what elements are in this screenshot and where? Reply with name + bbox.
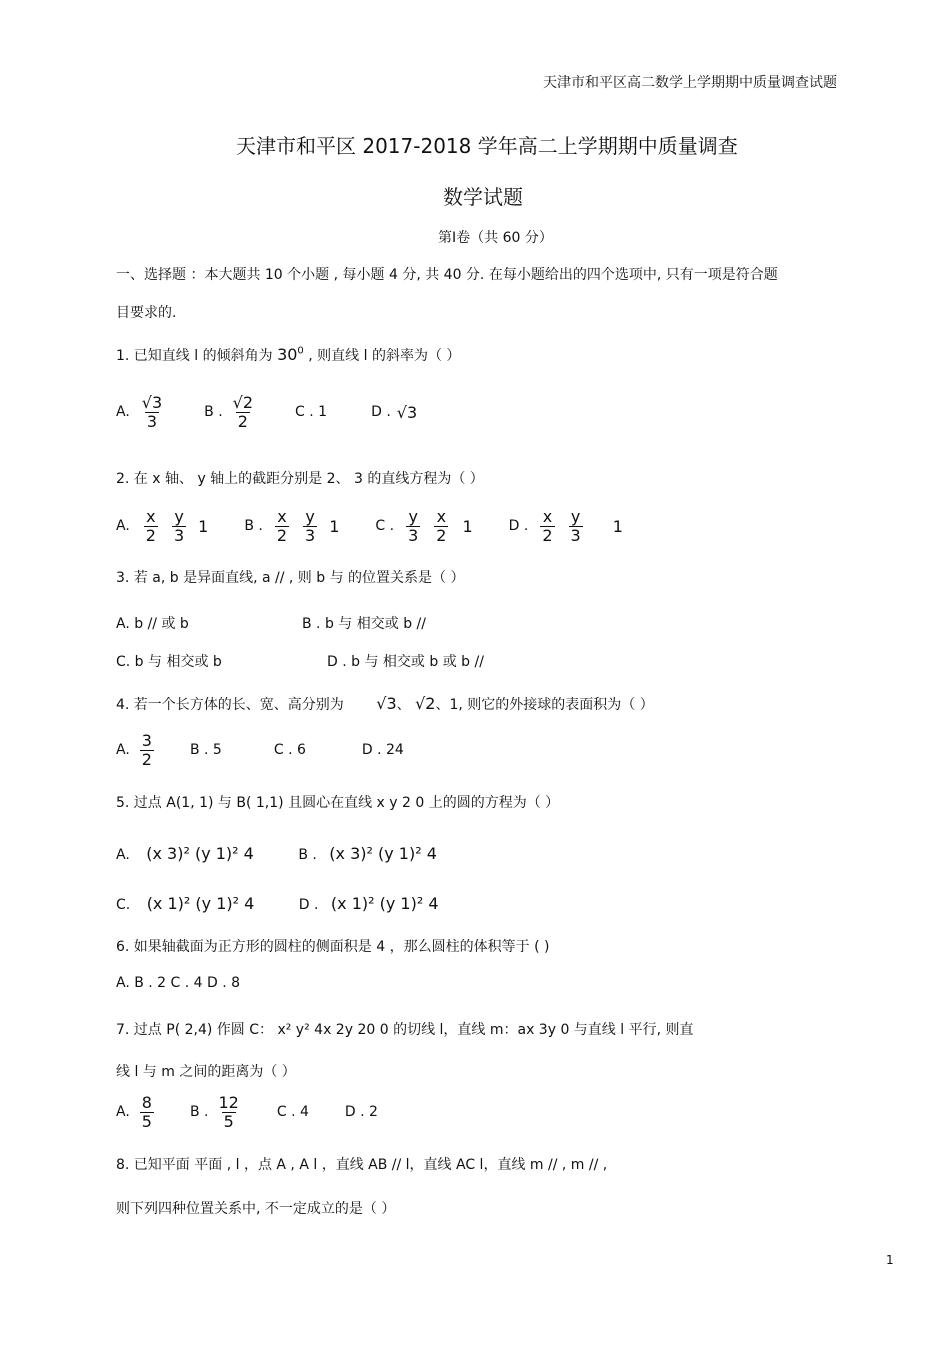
q2-d-frac-x: $\frac{x}{2}$	[542, 507, 553, 545]
q2-option-d-label: D .	[508, 518, 529, 535]
q2-b-frac-y: $\frac{y}{3}$	[305, 507, 316, 545]
q4-stem	[116, 694, 654, 714]
q7-option-b-fraction: $\frac{12}{5}$	[218, 1093, 239, 1131]
q2-b-rhs: 1	[329, 516, 340, 536]
q4-option-d: D . 24	[361, 742, 404, 759]
q7-option-b-label: B .	[189, 1104, 209, 1121]
q3-stem: 3. 若 a, b 是异面直线, a // , 则 b 与 的位置关系是（ ）	[116, 570, 465, 586]
q4-root3: √3	[376, 694, 397, 713]
q1-stem-a: 1. 已知直线 l 的倾斜角为	[116, 348, 273, 364]
q7-stem-line2: 线 l 与 m 之间的距离为（ ）	[116, 1064, 296, 1080]
q2-b-frac-x: $\frac{x}{2}$	[276, 507, 288, 545]
q7-option-d: D . 2	[344, 1104, 378, 1121]
q4-option-a-fraction: $\frac{3}{2}$	[141, 731, 152, 769]
q5-option-c-equation: (x 1)² (y 1)² 4	[146, 894, 255, 913]
q4-option-b: B . 5	[189, 742, 222, 759]
q1-option-a-fraction: $\frac{√3}{3}$	[141, 393, 163, 431]
q7-options	[116, 1094, 378, 1130]
q4-option-a-label: A.	[116, 742, 130, 759]
q4-root2: √2	[415, 694, 436, 713]
q1-option-a-label: A.	[116, 404, 130, 421]
q2-d-rhs: 1	[612, 516, 623, 536]
volume-label: 第Ⅰ卷（共 60 分）	[438, 230, 553, 246]
q3-option-c: C. b 与 相交或 b	[116, 654, 222, 670]
page-number: 1	[886, 1253, 894, 1267]
q4-stem-b: 、1, 则它的外接球的表面积为（ ）	[435, 697, 654, 713]
q1-option-b-label: B .	[204, 404, 223, 421]
q1-option-d-label: D .	[371, 404, 391, 421]
q2-c-frac-x: $\frac{x}{2}$	[436, 507, 447, 545]
q5-option-c-label: C.	[116, 897, 131, 913]
q1-angle: $30^0$	[277, 345, 304, 364]
q3-option-b: B . b 与 相交或 b //	[302, 616, 426, 632]
q8-stem-line1: 8. 已知平面 平面 , l ，点 A , A l ，直线 AB // l，直线 AC l，直线 m // , m // ,	[116, 1157, 608, 1173]
running-header: 天津市和平区高二数学上学期期中质量调查试题	[543, 75, 837, 91]
q5-option-d-label: D .	[298, 897, 319, 913]
q4-stem-a: 4. 若一个长方体的长、宽、高分别为	[116, 697, 344, 713]
page-subtitle: 数学试题	[443, 185, 523, 209]
q2-d-frac-y: $\frac{y}{3}$	[570, 507, 581, 545]
q2-options	[116, 508, 623, 544]
q4-option-c: C . 6	[273, 742, 306, 759]
page-title: 天津市和平区 2017-2018 学年高二上学期期中质量调查	[236, 134, 738, 158]
q6-stem: 6. 如果轴截面为正方形的圆柱的侧面积是 4 ，那么圆柱的体积等于 ( )	[116, 939, 550, 955]
q6-options: A. B . 2 C . 4 D . 8	[116, 975, 241, 991]
q2-c-rhs: 1	[462, 516, 473, 536]
q1-option-c: C . 1	[295, 404, 328, 421]
q3-option-d: D . b 与 相交或 b 或 b //	[327, 654, 484, 670]
q1-stem-b: , 则直线 l 的斜率为（ ）	[308, 348, 461, 364]
q2-c-frac-y: $\frac{y}{3}$	[408, 507, 419, 545]
q2-a-frac-x: $\frac{x}{2}$	[145, 507, 156, 545]
q7-stem-line1: 7. 过点 P( 2,4) 作圆 C： x² y² 4x 2y 20 0 的切线 l，直线 m：ax 3y 0 与直线 l 平行, 则直	[116, 1022, 694, 1038]
q2-option-a-label: A.	[116, 518, 130, 535]
q3-option-a: A. b // 或 b	[116, 616, 189, 632]
q7-option-a-fraction: $\frac{8}{5}$	[141, 1093, 152, 1131]
q2-a-frac-y: $\frac{y}{3}$	[173, 507, 185, 545]
section-intro-line1: 一、选择题 ：本大题共 10 个小题 , 每小题 4 分, 共 40 分. 在每小题给出的四个选项中, 只有一项是符合题	[116, 267, 778, 283]
q4-separator: 、	[396, 697, 411, 713]
q2-option-b-label: B .	[244, 518, 263, 535]
q4-options	[116, 732, 404, 768]
q1-option-b-fraction: $\frac{√2}{2}$	[232, 393, 254, 431]
q8-stem-line2: 则下列四种位置关系中, 不一定成立的是（ ）	[116, 1201, 396, 1217]
q5-option-b-label: B .	[298, 847, 317, 863]
q1-option-d-value: √3	[396, 402, 418, 422]
q5-option-a-label: A.	[116, 847, 130, 863]
q5-option-d-equation: (x 1)² (y 1)² 4	[330, 894, 439, 913]
q5-row1	[116, 844, 437, 863]
q1-options	[116, 394, 417, 430]
q5-stem: 5. 过点 A(1, 1) 与 B( 1,1) 且圆心在直线 x y 2 0 上的圆的方程为（ ）	[116, 795, 560, 811]
q5-row2	[116, 894, 439, 913]
q7-option-c: C . 4	[276, 1104, 309, 1121]
section-intro-line2: 目要求的.	[116, 305, 177, 321]
q5-option-b-equation: (x 3)² (y 1)² 4	[329, 844, 437, 863]
q7-option-a-label: A.	[116, 1104, 130, 1121]
q1-stem	[116, 345, 460, 365]
q2-a-rhs: 1	[198, 516, 209, 536]
q5-option-a-equation: (x 3)² (y 1)² 4	[146, 844, 254, 863]
q2-option-c-label: C .	[375, 518, 395, 535]
q2-stem: 2. 在 x 轴、 y 轴上的截距分别是 2、 3 的直线方程为（ ）	[116, 471, 484, 487]
